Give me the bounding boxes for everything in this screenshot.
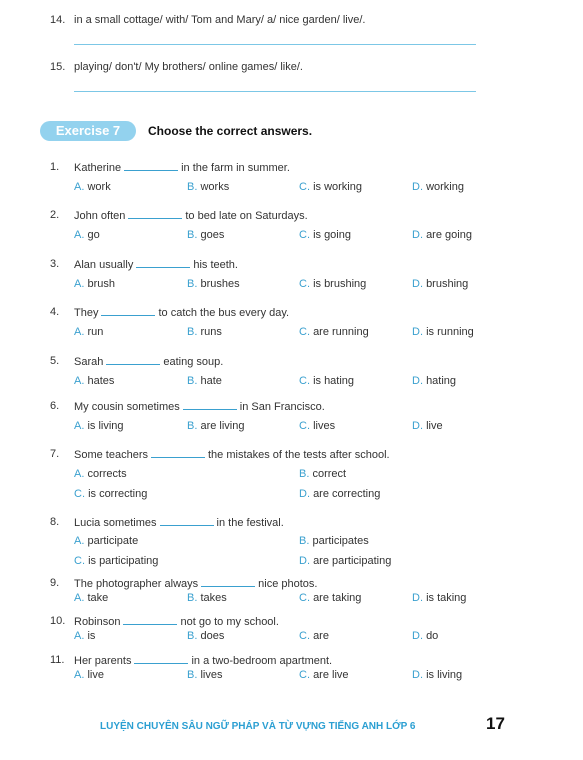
answer-option[interactable] (412, 181, 464, 193)
question-text-after: in San Francisco. (239, 401, 325, 413)
answer-option[interactable] (74, 592, 108, 604)
option-text: are participating (313, 555, 392, 567)
question-text-after: in the farm in summer. (181, 162, 290, 174)
answer-option[interactable] (299, 468, 346, 480)
item-14-number: 14. (50, 14, 66, 26)
option-letter: A. (74, 229, 85, 241)
question-text (74, 654, 332, 667)
option-letter: D. (412, 181, 423, 193)
answer-blank[interactable] (123, 615, 177, 625)
option-text: corrects (87, 468, 127, 480)
question-text (74, 400, 325, 413)
answer-option[interactable] (299, 488, 380, 500)
option-text: is brushing (313, 278, 367, 290)
answer-option[interactable] (412, 420, 443, 432)
question-number: 2. (50, 209, 60, 221)
option-text: participates (312, 535, 369, 547)
option-text: are living (200, 420, 245, 432)
answer-blank[interactable] (124, 161, 178, 171)
question-text (74, 306, 289, 319)
question-number: 8. (50, 516, 60, 528)
answer-option[interactable] (187, 375, 222, 387)
option-text: lives (313, 420, 336, 432)
option-text: live (426, 420, 443, 432)
answer-option[interactable] (299, 555, 391, 567)
option-text: is living (87, 420, 124, 432)
answer-option[interactable] (412, 592, 466, 604)
option-letter: C. (299, 592, 310, 604)
question-number: 4. (50, 306, 60, 318)
answer-option[interactable] (299, 669, 349, 681)
option-text: take (87, 592, 109, 604)
answer-blank[interactable] (151, 448, 205, 458)
answer-blank[interactable] (106, 355, 160, 365)
answer-option[interactable] (187, 181, 229, 193)
question-number: 6. (50, 400, 60, 412)
answer-option[interactable] (74, 278, 115, 290)
option-text: live (87, 669, 104, 681)
question-text-before: Sarah (74, 356, 104, 368)
answer-option[interactable] (299, 326, 369, 338)
option-text: are going (426, 229, 472, 241)
answer-blank[interactable] (134, 654, 188, 664)
option-text: are correcting (313, 488, 381, 500)
answer-option[interactable] (299, 630, 329, 642)
option-letter: D. (412, 420, 423, 432)
answer-option[interactable] (74, 420, 124, 432)
answer-option[interactable] (412, 326, 474, 338)
option-text: is hating (313, 375, 355, 387)
answer-line-14[interactable] (74, 44, 476, 45)
option-letter: A. (74, 630, 85, 642)
question-text (74, 577, 317, 590)
option-letter: B. (187, 420, 198, 432)
question-text-before: Lucia sometimes (74, 517, 157, 529)
option-text: are running (313, 326, 369, 338)
question-text-after: the mistakes of the tests after school. (207, 449, 390, 461)
option-letter: B. (187, 375, 198, 387)
question-text-before: Her parents (74, 655, 132, 667)
question-number: 3. (50, 258, 60, 270)
option-letter: B. (299, 468, 310, 480)
option-text: is correcting (88, 488, 148, 500)
answer-blank[interactable] (128, 209, 182, 219)
option-letter: A. (74, 181, 85, 193)
question-text (74, 209, 308, 222)
question-text-before: They (74, 307, 99, 319)
option-letter: D. (299, 488, 310, 500)
answer-option[interactable] (299, 375, 354, 387)
option-text: runs (200, 326, 222, 338)
answer-option[interactable] (74, 326, 103, 338)
option-text: lives (200, 669, 223, 681)
book-title-footer: LUYỆN CHUYÊN SÂU NGỮ PHÁP VÀ TỪ VỰNG TIẾNG ANH LỚP 6 (100, 721, 416, 732)
option-letter: D. (412, 592, 423, 604)
question-text-after: to bed late on Saturdays. (185, 210, 308, 222)
answer-option[interactable] (74, 535, 138, 547)
answer-option[interactable] (412, 278, 468, 290)
answer-option[interactable] (299, 181, 362, 193)
option-letter: C. (299, 229, 310, 241)
item-15-number: 15. (50, 61, 66, 73)
option-letter: B. (187, 181, 198, 193)
option-letter: B. (187, 669, 198, 681)
option-text: do (426, 630, 439, 642)
answer-option[interactable] (412, 229, 472, 241)
answer-option[interactable] (412, 669, 462, 681)
answer-option[interactable] (187, 592, 227, 604)
option-text: is (87, 630, 96, 642)
answer-option[interactable] (299, 420, 335, 432)
option-letter: A. (74, 468, 85, 480)
answer-option[interactable] (74, 555, 158, 567)
option-text: does (200, 630, 225, 642)
option-text: run (87, 326, 104, 338)
question-text-before: Some teachers (74, 449, 148, 461)
answer-option[interactable] (187, 420, 245, 432)
answer-option[interactable] (74, 181, 111, 193)
exercise-badge: Exercise 7 (40, 121, 136, 141)
answer-blank[interactable] (183, 400, 237, 410)
answer-blank[interactable] (101, 306, 155, 316)
option-letter: C. (299, 326, 310, 338)
option-text: is going (313, 229, 351, 241)
option-letter: D. (412, 326, 423, 338)
option-letter: A. (74, 375, 85, 387)
option-letter: B. (187, 229, 198, 241)
exercise-title: Choose the correct answers. (148, 124, 313, 138)
answer-option[interactable] (74, 375, 114, 387)
question-text-before: Katherine (74, 162, 122, 174)
answer-option[interactable] (299, 592, 361, 604)
option-letter: A. (74, 420, 85, 432)
option-letter: D. (412, 229, 423, 241)
option-letter: C. (74, 555, 85, 567)
question-text (74, 355, 223, 368)
option-letter: B. (187, 278, 198, 290)
answer-option[interactable] (412, 630, 438, 642)
option-letter: A. (74, 669, 85, 681)
option-text: work (87, 181, 111, 193)
option-letter: C. (299, 181, 310, 193)
page-number: 17 (486, 714, 505, 733)
option-letter: B. (187, 630, 198, 642)
answer-option[interactable] (187, 278, 240, 290)
item-15-text: playing/ don't/ My brothers/ online games/ like/. (74, 61, 303, 73)
question-text-after: in a two-bedroom apartment. (191, 655, 333, 667)
question-text-before: Alan usually (74, 259, 134, 271)
answer-option[interactable] (299, 535, 369, 547)
item-14-text: in a small cottage/ with/ Tom and Mary/ a/ nice garden/ live/. (74, 14, 366, 26)
answer-option[interactable] (299, 278, 366, 290)
question-number: 7. (50, 448, 60, 460)
option-letter: C. (299, 375, 310, 387)
option-text: go (87, 229, 100, 241)
option-letter: C. (299, 278, 310, 290)
option-text: brush (87, 278, 115, 290)
option-letter: D. (299, 555, 310, 567)
question-text (74, 161, 290, 174)
option-text: is running (426, 326, 474, 338)
option-text: is participating (88, 555, 159, 567)
option-text: are taking (313, 592, 362, 604)
option-letter: A. (74, 592, 85, 604)
option-letter: B. (299, 535, 310, 547)
option-letter: B. (187, 592, 198, 604)
option-letter: D. (412, 630, 423, 642)
question-text-before: Robinson (74, 616, 121, 628)
answer-blank[interactable] (201, 577, 255, 587)
option-letter: D. (412, 278, 423, 290)
option-text: hating (426, 375, 457, 387)
question-text-after: his teeth. (193, 259, 238, 271)
question-number: 9. (50, 577, 60, 589)
option-letter: C. (299, 630, 310, 642)
answer-option[interactable] (187, 669, 222, 681)
option-text: are live (313, 669, 349, 681)
question-text-after: in the festival. (216, 517, 284, 529)
option-text: participate (87, 535, 139, 547)
question-text-before: My cousin sometimes (74, 401, 180, 413)
answer-option[interactable] (74, 630, 95, 642)
answer-blank[interactable] (160, 516, 214, 526)
option-text: brushes (200, 278, 240, 290)
option-text: correct (312, 468, 347, 480)
option-letter: A. (74, 326, 85, 338)
question-number: 5. (50, 355, 60, 367)
answer-option[interactable] (412, 375, 456, 387)
question-number: 11. (50, 654, 65, 666)
answer-option[interactable] (299, 229, 351, 241)
option-text: hate (200, 375, 222, 387)
question-number: 1. (50, 161, 60, 173)
question-text-after: to catch the bus every day. (158, 307, 290, 319)
option-text: working (426, 181, 464, 193)
option-letter: C. (299, 669, 310, 681)
option-text: takes (200, 592, 227, 604)
question-text-before: The photographer always (74, 578, 199, 590)
option-text: is taking (426, 592, 467, 604)
answer-option[interactable] (74, 488, 147, 500)
answer-option[interactable] (74, 229, 100, 241)
question-text (74, 516, 284, 529)
option-text: is living (426, 669, 463, 681)
option-letter: C. (299, 420, 310, 432)
answer-option[interactable] (74, 669, 104, 681)
question-number: 10. (50, 615, 66, 627)
option-text: hates (87, 375, 115, 387)
question-text (74, 258, 238, 271)
answer-option[interactable] (74, 468, 127, 480)
option-letter: C. (74, 488, 85, 500)
answer-option[interactable] (187, 229, 224, 241)
option-text: goes (200, 229, 225, 241)
option-letter: D. (412, 669, 423, 681)
question-text-after: nice photos. (258, 578, 318, 590)
option-letter: A. (74, 535, 85, 547)
answer-option[interactable] (187, 630, 224, 642)
answer-blank[interactable] (136, 258, 190, 268)
option-letter: B. (187, 326, 198, 338)
option-letter: D. (412, 375, 423, 387)
question-text (74, 448, 390, 461)
answer-option[interactable] (187, 326, 222, 338)
question-text-after: eating soup. (163, 356, 224, 368)
option-text: brushing (426, 278, 469, 290)
option-text: is working (313, 181, 362, 193)
question-text (74, 615, 279, 628)
option-text: works (200, 181, 230, 193)
question-text-before: John often (74, 210, 126, 222)
option-letter: A. (74, 278, 85, 290)
option-text: are (313, 630, 329, 642)
answer-line-15[interactable] (74, 91, 476, 92)
question-text-after: not go to my school. (180, 616, 279, 628)
